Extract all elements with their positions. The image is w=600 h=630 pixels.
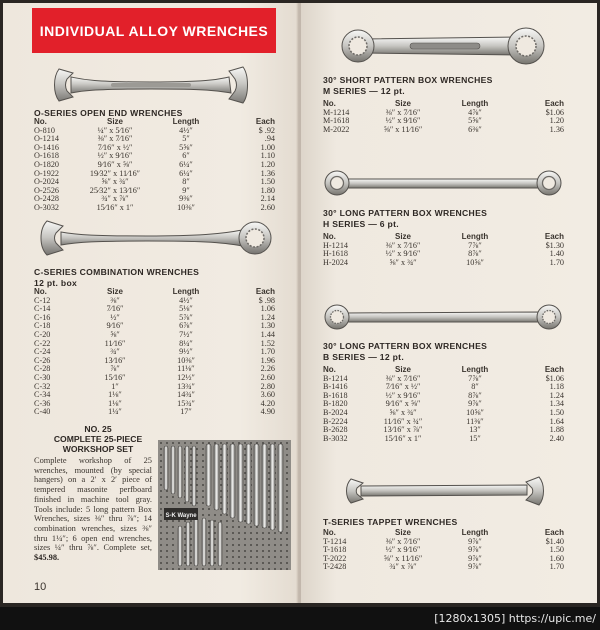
table-row <box>34 127 275 136</box>
cell-no: T-1214 <box>323 536 347 546</box>
cell-each: 1.50 <box>549 407 564 417</box>
cell-each: 1.20 <box>260 159 275 169</box>
cell-no: O-1618 <box>34 151 60 161</box>
table-row <box>34 195 275 204</box>
cell-length: 12½″ <box>177 372 195 382</box>
table-row <box>323 418 564 427</box>
cell-length: 13¾″ <box>177 381 195 391</box>
header-size: Size <box>106 287 123 296</box>
cell-length: 6⅜″ <box>468 124 482 134</box>
cell-size: 9⁄16″ <box>106 321 124 331</box>
table-row <box>34 314 275 323</box>
cell-no: C-14 <box>34 304 51 314</box>
cell-each: 1.70 <box>549 257 564 267</box>
cell-no: M-2022 <box>323 124 350 134</box>
cell-each: 1.36 <box>260 168 275 178</box>
table-row <box>323 400 564 409</box>
table-row <box>323 409 564 418</box>
header-no: No. <box>323 99 336 108</box>
table-row <box>34 152 275 161</box>
header-no: No. <box>323 528 336 537</box>
cell-size: ⅜″ <box>110 295 120 305</box>
table-row <box>34 391 275 400</box>
cell-size: 25⁄32″ x 13⁄16″ <box>89 185 141 195</box>
table-row <box>34 348 275 357</box>
o-series-table <box>34 118 275 213</box>
cell-each: 1.24 <box>260 312 275 322</box>
cell-each: 1.64 <box>549 416 564 426</box>
t-series-title: T-SERIES TAPPET WRENCHES <box>323 517 458 527</box>
cell-length: 8⅞″ <box>468 249 482 259</box>
table-row <box>34 178 275 187</box>
cell-size: 7⁄16″ x ½″ <box>385 382 421 392</box>
table-header-row <box>34 118 275 127</box>
table-row <box>34 305 275 314</box>
cell-no: M-1214 <box>323 107 350 117</box>
cell-each: 1.00 <box>260 142 275 152</box>
table-row <box>34 340 275 349</box>
cell-size: ⅝″ x ¾″ <box>389 257 417 267</box>
header-size: Size <box>394 528 411 537</box>
workshop-set-text: Complete workshop of 25 wrenches, mounted (by special hangers) on a 2′ x 2′ piece of tempered masonite perfboard finished in machine tool gray. Tools include: 5 long pattern Box Wrenches, sizes ⅜″ thru ⅞″; 14 combination wrenches, sizes ⅜″ thru 1¼″; 6 open end wrenches, sizes ¼″ thru ⅞″. Complete set, <box>34 456 152 553</box>
cell-length: 6¼″ <box>179 168 193 178</box>
cell-size: ½″ <box>110 312 120 322</box>
cell-size: 7⁄16″ <box>106 304 124 314</box>
cell-size: 1⅛″ <box>108 390 122 400</box>
cell-size: ⅜″ x 7⁄16″ <box>385 240 421 250</box>
cell-each: 3.60 <box>260 390 275 400</box>
workshop-set-line2: WORKSHOP SET <box>62 444 134 454</box>
cell-no: B-2024 <box>323 407 348 417</box>
workshop-set-heading <box>43 424 153 454</box>
cell-length: 11⅜″ <box>466 416 484 426</box>
cell-size: ½″ x 9⁄16″ <box>97 151 133 161</box>
catalog-spread <box>3 3 597 603</box>
cell-length: 10⅝″ <box>466 257 484 267</box>
cell-no: O-810 <box>34 125 55 135</box>
cell-no: B-1820 <box>323 399 348 409</box>
workshop-set-photo <box>158 440 291 570</box>
table-row <box>323 555 564 564</box>
cell-each: 1.24 <box>549 390 564 400</box>
workshop-set-line1: COMPLETE 25-PIECE <box>53 434 143 444</box>
cell-no: O-3032 <box>34 202 60 212</box>
cell-length: 9½″ <box>179 347 193 357</box>
cell-size: 15⁄16″ x 1″ <box>96 202 134 212</box>
cell-size: 11⁄16″ <box>104 338 126 348</box>
cell-each: 2.14 <box>260 194 275 204</box>
cell-each: $1.30 <box>545 240 564 250</box>
cell-each: 1.18 <box>549 382 564 392</box>
table-row <box>323 126 564 135</box>
cell-each: 2.40 <box>549 433 564 443</box>
t-series-table <box>323 529 564 572</box>
cell-size: ½″ x 9⁄16″ <box>385 545 421 555</box>
header-length: Length <box>172 287 200 296</box>
cell-length: 9⅞″ <box>468 545 482 555</box>
cell-size: 1¼″ <box>108 407 122 417</box>
cell-size: ⅜″ x 7⁄16″ <box>385 536 421 546</box>
cell-size: 1″ <box>111 381 119 391</box>
cell-length: 14¾″ <box>177 390 195 400</box>
cell-each: 4.20 <box>260 398 275 408</box>
cell-no: T-2022 <box>323 553 347 563</box>
table-row <box>323 259 564 268</box>
cell-each: 1.50 <box>549 545 564 555</box>
cell-length: 9⅞″ <box>468 399 482 409</box>
cell-no: C-16 <box>34 312 51 322</box>
header-each: Each <box>544 232 564 241</box>
b-series-table <box>323 366 564 443</box>
cell-no: C-34 <box>34 390 51 400</box>
b-series-title: 30° LONG PATTERN BOX WRENCHES <box>323 341 488 351</box>
table-row <box>323 242 564 251</box>
cell-no: H-2024 <box>323 257 349 267</box>
open-end-wrench-illustration <box>51 63 251 107</box>
header-no: No. <box>34 117 47 126</box>
cell-no: B-2628 <box>323 425 348 435</box>
workshop-set-description <box>34 456 152 563</box>
cell-size: ⅝″ x ¾″ <box>101 177 129 187</box>
cell-size: 15⁄16″ <box>104 372 126 382</box>
cell-no: C-28 <box>34 364 51 374</box>
cell-length: 5⅝″ <box>468 116 482 126</box>
header-length: Length <box>461 365 489 374</box>
table-row <box>34 322 275 331</box>
cell-no: C-18 <box>34 321 51 331</box>
cell-size: ⅝″ x 11⁄16″ <box>383 553 423 563</box>
cell-each: 1.96 <box>260 355 275 365</box>
header-size: Size <box>106 117 123 126</box>
cell-no: O-1416 <box>34 142 60 152</box>
cell-no: M-1618 <box>323 116 350 126</box>
b-series-subtitle: B SERIES — 12 pt. <box>323 352 405 362</box>
cell-each: 1.44 <box>260 329 275 339</box>
cell-each: 1.52 <box>260 338 275 348</box>
m-series-table <box>323 100 564 134</box>
title-banner <box>32 8 276 53</box>
cell-length: 7⅞″ <box>468 240 482 250</box>
cell-no: C-40 <box>34 407 51 417</box>
table-row <box>323 538 564 547</box>
cell-size: ⅝″ x ¾″ <box>389 407 417 417</box>
cell-each: 1.60 <box>549 553 564 563</box>
table-row <box>323 563 564 572</box>
h-series-subtitle: H SERIES — 6 pt. <box>323 219 399 229</box>
cell-each: 1.70 <box>260 347 275 357</box>
table-row <box>34 408 275 417</box>
cell-each: 4.90 <box>260 407 275 417</box>
tappet-wrench-illustration <box>345 471 545 511</box>
cell-no: C-24 <box>34 347 51 357</box>
cell-length: 10⅝″ <box>466 407 484 417</box>
table-row <box>323 383 564 392</box>
table-row <box>34 365 275 374</box>
cell-length: 9⅞″ <box>468 536 482 546</box>
cell-size: ½″ x 9⁄16″ <box>385 116 421 126</box>
cell-no: C-26 <box>34 355 51 365</box>
cell-no: T-2428 <box>323 562 347 572</box>
cell-length: 5⅝″ <box>179 142 193 152</box>
table-row <box>323 250 564 259</box>
cell-size: ⅝″ <box>110 329 120 339</box>
cell-size: 15⁄16″ x 1″ <box>384 433 422 443</box>
cell-no: O-2024 <box>34 177 60 187</box>
cell-each: 1.34 <box>549 399 564 409</box>
long-box-wrench-6pt-illustration <box>323 167 563 199</box>
cell-no: C-36 <box>34 398 51 408</box>
header-no: No. <box>323 365 336 374</box>
combination-wrench-illustration <box>37 217 273 259</box>
table-row <box>34 204 275 213</box>
cell-each: 1.10 <box>260 151 275 161</box>
cell-each: 1.06 <box>260 304 275 314</box>
cell-no: H-1618 <box>323 249 349 259</box>
page-number: 10 <box>34 581 47 593</box>
cell-length: 5″ <box>182 134 190 144</box>
header-each: Each <box>255 117 275 126</box>
cell-size: ¾″ x ⅞″ <box>101 194 129 204</box>
cell-size: 11⁄16″ x ¾″ <box>383 416 423 426</box>
cell-no: O-2526 <box>34 185 60 195</box>
cell-no: B-3032 <box>323 433 348 443</box>
cell-length: 7⅞″ <box>468 373 482 383</box>
cell-length: 9⅞″ <box>468 553 482 563</box>
cell-each: 2.60 <box>260 202 275 212</box>
cell-size: 13⁄16″ x ⅞″ <box>383 425 423 435</box>
cell-each: $1.06 <box>545 107 564 117</box>
header-length: Length <box>461 528 489 537</box>
cell-no: C-12 <box>34 295 51 305</box>
cell-length: 5⅞″ <box>179 312 193 322</box>
header-length: Length <box>172 117 200 126</box>
cell-no: O-1214 <box>34 134 60 144</box>
cell-length: 8⅞″ <box>468 390 482 400</box>
header-size: Size <box>394 232 411 241</box>
table-row <box>323 435 564 444</box>
cell-length: 8″ <box>182 177 190 187</box>
header-size: Size <box>394 99 411 108</box>
cell-size: ¾″ x ⅞″ <box>389 562 417 572</box>
c-series-title: C-SERIES COMBINATION WRENCHES <box>34 267 200 277</box>
cell-length: 6″ <box>182 151 190 161</box>
cell-length: 17″ <box>180 407 192 417</box>
cell-no: O-1820 <box>34 159 60 169</box>
cell-length: 10⅜″ <box>177 202 195 212</box>
header-no: No. <box>34 287 47 296</box>
cell-size: ¼″ x 5⁄16″ <box>97 125 133 135</box>
c-series-subtitle: 12 pt. box <box>34 278 78 288</box>
cell-each: 1.30 <box>260 321 275 331</box>
cell-each: 1.36 <box>549 124 564 134</box>
cell-size: 19⁄32″ x 11⁄16″ <box>89 168 141 178</box>
cell-each: 2.80 <box>260 381 275 391</box>
cell-no: C-30 <box>34 372 51 382</box>
cell-each: $1.06 <box>545 373 564 383</box>
cell-length: 10⅜″ <box>177 355 195 365</box>
workshop-set-number: NO. 25 <box>84 424 112 434</box>
cell-size: 9⁄16″ x ⅝″ <box>97 159 133 169</box>
header-each: Each <box>544 99 564 108</box>
cell-each: 1.70 <box>549 562 564 572</box>
table-header-row <box>34 288 275 297</box>
cell-length: 4½″ <box>179 125 193 135</box>
cell-each: 2.26 <box>260 364 275 374</box>
cell-no: C-20 <box>34 329 51 339</box>
cell-length: 8¼″ <box>179 338 193 348</box>
cell-length: 4½″ <box>179 295 193 305</box>
header-length: Length <box>461 232 489 241</box>
cell-length: 6⅞″ <box>179 321 193 331</box>
cell-size: ⅜″ x 7⁄16″ <box>385 373 421 383</box>
cell-each: 1.88 <box>549 425 564 435</box>
cell-each: 1.20 <box>549 116 564 126</box>
cell-size: ⅜″ x 7⁄16″ <box>97 134 133 144</box>
left-page <box>3 3 299 603</box>
cell-no: B-1214 <box>323 373 348 383</box>
cell-length: 15¾″ <box>177 398 195 408</box>
cell-size: ¾″ <box>110 347 120 357</box>
header-each: Each <box>544 365 564 374</box>
table-row <box>34 161 275 170</box>
cell-no: O-2428 <box>34 194 60 204</box>
cell-length: 7½″ <box>179 329 193 339</box>
cell-size: ½″ x 9⁄16″ <box>385 390 421 400</box>
header-length: Length <box>461 99 489 108</box>
banner-title: INDIVIDUAL ALLOY WRENCHES <box>39 22 269 39</box>
table-row <box>34 135 275 144</box>
table-row <box>34 170 275 179</box>
cell-length: 8″ <box>471 382 479 392</box>
cell-length: 9⅜″ <box>179 194 193 204</box>
cell-each: 1.80 <box>260 185 275 195</box>
right-page <box>301 3 597 603</box>
cell-length: 5⅛″ <box>179 304 193 314</box>
cell-size: 7⁄16″ x ½″ <box>97 142 133 152</box>
cell-length: 4⅞″ <box>468 107 482 117</box>
table-row <box>34 297 275 306</box>
workshop-set-price: $45.98. <box>34 553 60 563</box>
table-header-row <box>323 529 564 538</box>
table-header-row <box>323 100 564 109</box>
cell-no: B-2224 <box>323 416 348 426</box>
table-row <box>323 426 564 435</box>
header-no: No. <box>323 232 336 241</box>
cell-size: 1⅛″ <box>108 398 122 408</box>
table-row <box>34 400 275 409</box>
table-row <box>34 383 275 392</box>
table-row <box>34 187 275 196</box>
cell-each: 2.60 <box>260 372 275 382</box>
h-series-title: 30° LONG PATTERN BOX WRENCHES <box>323 208 488 218</box>
cell-each: .94 <box>264 134 275 144</box>
table-row <box>34 331 275 340</box>
cell-length: 13″ <box>469 425 481 435</box>
watermark: [1280x1305] https://upic.me/ <box>0 607 600 630</box>
table-row <box>323 109 564 118</box>
table-header-row <box>323 366 564 375</box>
table-row <box>34 374 275 383</box>
cell-each: $ .92 <box>258 125 275 135</box>
cell-each: 1.50 <box>260 177 275 187</box>
table-row <box>34 357 275 366</box>
table-row <box>323 375 564 384</box>
header-each: Each <box>255 287 275 296</box>
cell-length: 15″ <box>469 433 481 443</box>
c-series-table <box>34 288 275 417</box>
cell-each: 1.40 <box>549 249 564 259</box>
h-series-table <box>323 233 564 267</box>
cell-size: ⅝″ x 11⁄16″ <box>383 124 423 134</box>
cell-each: $1.40 <box>545 536 564 546</box>
o-series-title: O-SERIES OPEN END WRENCHES <box>34 108 183 118</box>
cell-size: ⅞″ <box>110 364 120 374</box>
header-each: Each <box>544 528 564 537</box>
short-box-wrench-illustration <box>340 25 546 67</box>
table-row <box>323 546 564 555</box>
cell-no: T-1618 <box>323 545 347 555</box>
m-series-subtitle: M SERIES — 12 pt. <box>323 86 405 96</box>
photo-badge: S-K Wayne <box>165 513 197 519</box>
cell-size: 9⁄16″ x ⅝″ <box>385 399 421 409</box>
cell-size: ⅜″ x 7⁄16″ <box>385 107 421 117</box>
table-row <box>323 392 564 401</box>
cell-no: O-1922 <box>34 168 60 178</box>
header-size: Size <box>394 365 411 374</box>
table-row <box>34 144 275 153</box>
long-box-wrench-12pt-illustration <box>323 301 563 333</box>
cell-no: C-22 <box>34 338 51 348</box>
cell-size: ½″ x 9⁄16″ <box>385 249 421 259</box>
cell-length: 6¼″ <box>179 159 193 169</box>
cell-length: 9⅞″ <box>468 562 482 572</box>
cell-no: B-1416 <box>323 382 348 392</box>
table-row <box>323 117 564 126</box>
cell-no: C-32 <box>34 381 51 391</box>
cell-no: B-1618 <box>323 390 348 400</box>
cell-no: H-1214 <box>323 240 349 250</box>
cell-length: 11⅛″ <box>177 364 195 374</box>
cell-length: 9″ <box>182 185 190 195</box>
m-series-title: 30° SHORT PATTERN BOX WRENCHES <box>323 75 493 85</box>
table-header-row <box>323 233 564 242</box>
cell-each: $ .98 <box>258 295 275 305</box>
cell-size: 13⁄16″ <box>104 355 126 365</box>
